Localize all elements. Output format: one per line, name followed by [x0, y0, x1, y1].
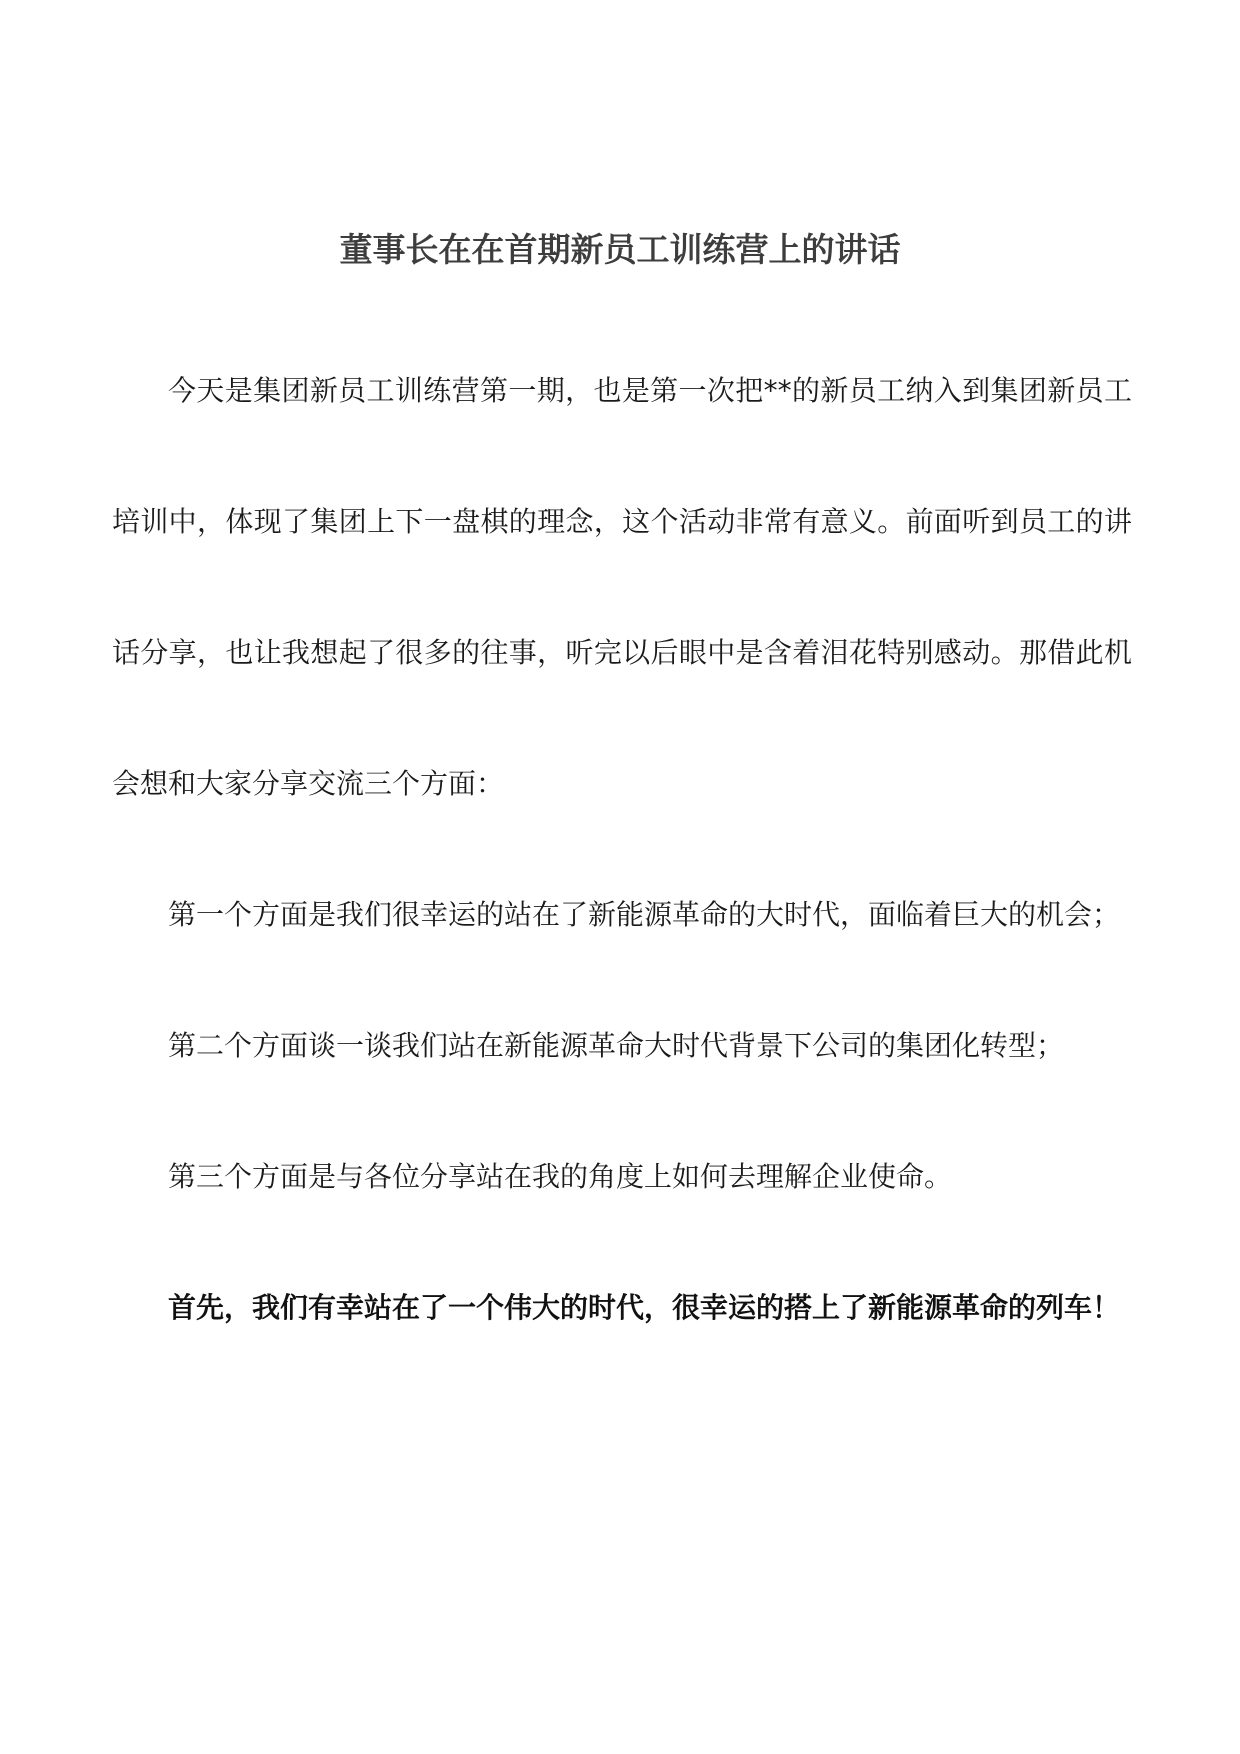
paragraph-aspect-three: 第三个方面是与各位分享站在我的角度上如何去理解企业使命。	[168, 1160, 953, 1193]
paragraph-intro: 今天是集团新员工训练营第一期，也是第一次把**的新员工纳入到集团新员工培训中，体现了集团上下一盘棋的理念，这个活动非常有意义。前面听到员工的讲话分享，也让我想起了很多的往事，听完以后眼中是含着泪花特别感动。那借此机会想和大家分享交流三个方面：	[112, 374, 1132, 800]
paragraph-aspect-one: 第一个方面是我们很幸运的站在了新能源革命的大时代，面临着巨大的机会；	[168, 898, 1121, 931]
document-title: 董事长在在首期新员工训练营上的讲话	[339, 230, 901, 270]
paragraph-aspect-two: 第二个方面谈一谈我们站在新能源革命大时代背景下公司的集团化转型；	[168, 1029, 1065, 1062]
paragraph-emphasis: 首先，我们有幸站在了一个伟大的时代，很幸运的搭上了新能源革命的列车！	[168, 1291, 1121, 1324]
document-body	[112, 325, 1132, 1373]
